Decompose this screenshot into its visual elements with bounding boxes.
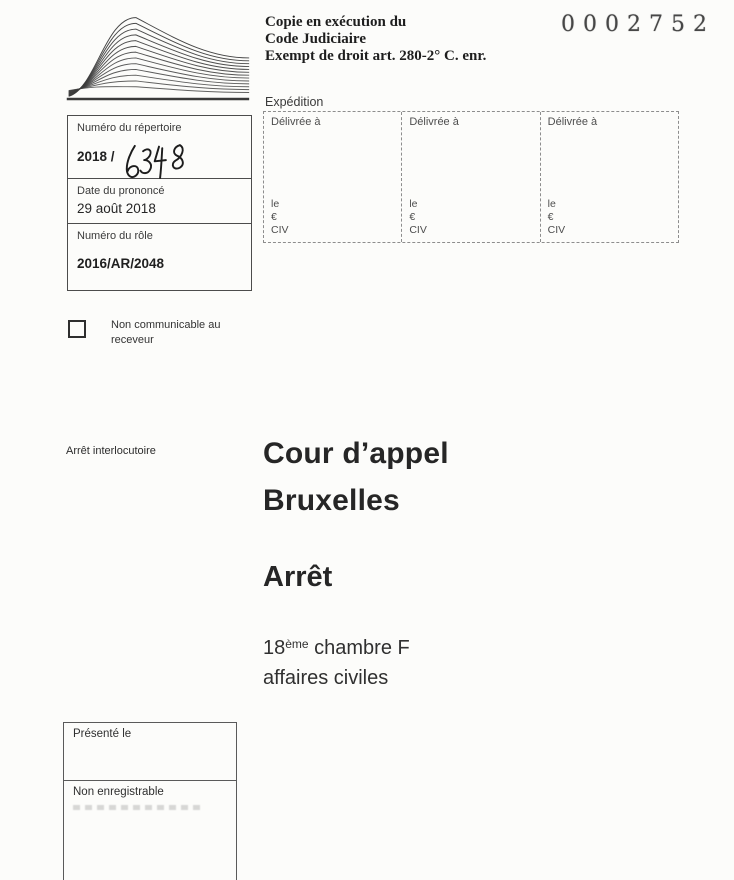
expedition-column-3 bbox=[540, 112, 678, 242]
role-label: Numéro du rôle bbox=[77, 230, 153, 242]
presented-box bbox=[63, 722, 237, 781]
role-box bbox=[67, 223, 252, 291]
role-number: 2016/AR/2048 bbox=[77, 256, 165, 271]
presented-label: Présenté le bbox=[73, 728, 132, 740]
civ-label: CIV bbox=[547, 224, 566, 236]
court-logo bbox=[58, 8, 256, 104]
court-title-line2: Bruxelles bbox=[263, 484, 400, 517]
court-title-line1: Cour d’appel bbox=[263, 437, 449, 470]
date-label: le bbox=[409, 198, 418, 210]
date-label: le bbox=[547, 198, 556, 210]
civ-label: CIV bbox=[271, 224, 289, 236]
court-logo-svg bbox=[58, 8, 256, 104]
repertoire-box bbox=[67, 115, 252, 179]
expedition-label: Expédition bbox=[265, 95, 324, 109]
expedition-table bbox=[263, 111, 679, 243]
chamber-line1: 18ème chambre F bbox=[263, 637, 410, 659]
repertoire-year: 2018 / bbox=[77, 149, 115, 164]
stamp-number: 0002752 bbox=[561, 12, 715, 37]
registrable-label: Non enregistrable bbox=[73, 786, 164, 798]
currency-label: € bbox=[271, 211, 277, 223]
handwritten-number bbox=[120, 138, 196, 192]
registration-boxes bbox=[63, 722, 237, 880]
receveur-checkbox-row bbox=[68, 318, 220, 348]
logo-baseline bbox=[67, 98, 249, 100]
copy-notice-line3: Exempt de droit art. 280-2° C. enr. bbox=[265, 48, 487, 64]
copy-notice bbox=[265, 14, 495, 65]
margin-note: Arrêt interlocutoire bbox=[66, 445, 156, 457]
receveur-checkbox-label: Non communicable au receveur bbox=[111, 319, 221, 346]
civ-label: CIV bbox=[409, 224, 427, 236]
expedition-column-1 bbox=[264, 112, 401, 242]
faded-print-artifact bbox=[73, 805, 201, 810]
registry-boxes bbox=[67, 115, 252, 291]
judgment-title: Arrêt bbox=[263, 561, 333, 593]
delivered-to-label: Délivrée à bbox=[271, 116, 321, 128]
registrable-box bbox=[63, 780, 237, 880]
delivered-to-label: Délivrée à bbox=[547, 116, 598, 128]
chamber-info bbox=[263, 629, 410, 693]
copy-notice-line1: Copie en exécution du bbox=[265, 14, 407, 30]
pronounce-date: 29 août 2018 bbox=[77, 200, 156, 216]
delivered-to-label: Délivrée à bbox=[409, 116, 459, 128]
repertoire-label: Numéro du répertoire bbox=[77, 122, 182, 134]
checkbox-unchecked-icon bbox=[68, 320, 86, 338]
currency-label: € bbox=[409, 211, 416, 223]
copy-notice-line2: Code Judiciaire bbox=[265, 31, 366, 47]
currency-label: € bbox=[547, 211, 554, 223]
date-label: le bbox=[271, 198, 280, 210]
chamber-line2: affaires civiles bbox=[263, 667, 389, 689]
pronounce-label: Date du prononcé bbox=[77, 184, 165, 197]
expedition-column-2 bbox=[401, 112, 539, 242]
